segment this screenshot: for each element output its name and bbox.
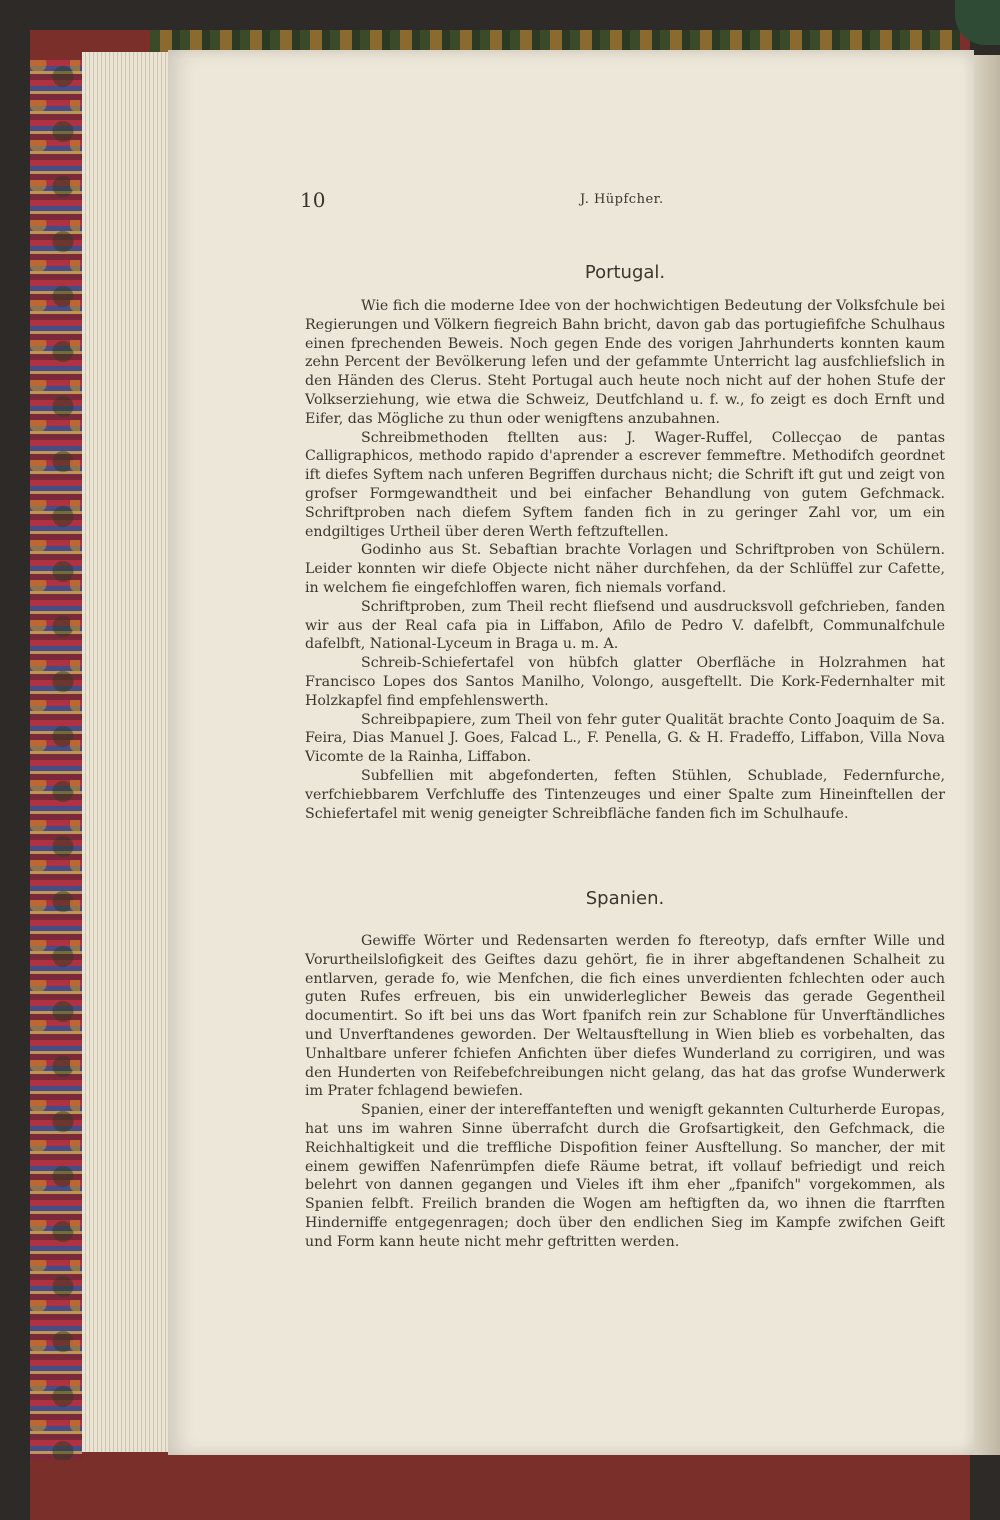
- running-head: J. Hüpfcher.: [580, 192, 664, 207]
- page-number: 10: [300, 188, 326, 212]
- paragraph: Gewiffe Wörter und Redensarten werden fo ftereotyp, dafs ernfter Wille und Vorurtheilslofigkeit des Geiftes dazu gehört, fie in ihrer abgeftandenen Schalheit zu entlarven, gerade fo, wie Menfchen, die fich eines unverdienten fchlechten oder auch guten Rufes erfreuen, bis ein unwiderleglicher Beweis das gerade Gegentheil documentirt. So ift bei uns das Wort fpanifch rein zur Schablone für Unverftändliches und Unverftandenes geworden. Der Weltausftellung in Wien blieb es vorbehalten, das Unhaltbare unferer fchiefen Anfichten über diefes Wunderland zu corrigiren, und was den Hunderten von Reifebefchreibungen nicht gelang, das hat das grofse Wunderwerk im Prater fchlagend bewiefen.: [305, 933, 945, 1100]
- paragraph: Schreibpapiere, zum Theil von fehr guter Qualität brachte Conto Joaquim de Sa. Feira, Dias Manuel J. Goes, Falcad L., F. Penella, G. & H. Fradeffo, Liffabon, Villa Nova Vicomte de la Rainha, Liffabon.: [305, 711, 945, 766]
- section-body-spanien: [305, 932, 945, 1252]
- section-heading-spanien: Spanien.: [585, 888, 665, 909]
- page-stack: [82, 52, 170, 1452]
- section-heading-portugal: Portugal.: [584, 262, 666, 283]
- paragraph: Schriftproben, zum Theil recht fliefsend und ausdrucksvoll gefchrieben, fanden wir aus der Real cafa pia in Liffabon, Afilo de Pedro V. dafelbft, Communalfchule dafelbft, National-Lyceum in Braga u. m. A.: [305, 598, 945, 653]
- top-marbled-edge: [150, 30, 960, 52]
- paragraph: Subfellien mit abgefonderten, feften Stühlen, Schublade, Federnfurche, verfchiebbarem Verfchluffe des Tintenzeuges und einer Spalte zum Hineinftellen der Schiefertafel mit wenig geneigter Schreibfläche fanden fich im Schulhaufe.: [305, 767, 945, 822]
- paragraph: Godinho aus St. Sebaftian brachte Vorlagen und Schriftproben von Schülern. Leider konnten wir diefe Objecte nicht näher durchfehen, da der Schlüffel zur Cafette, in welchem fie eingefchloffen waren, fich niemals vorfand.: [305, 542, 945, 596]
- page-header: [300, 188, 940, 214]
- marbled-edge-pattern: [30, 60, 80, 1460]
- paragraph: Schreibmethoden ftellten aus: J. Wager-Ruffel, Collecçao de pantas Calligraphicos, methodo rapido d'aprender a escrever femmeftre. Methodifch geordnet ift diefes Syftem nach unferen Begriffen durchaus nicht; die Schrift ift gut und zeigt von grofser Formgewandtheit und bei einfacher Behandlung von gutem Gefchmack. Schriftproben nach diefem Syftem fanden fich in zu geringer Zahl vor, um ein endgiltiges Urtheil über deren Werth feftzuftellen.: [305, 429, 945, 540]
- right-page-edge: [974, 55, 1000, 1455]
- paragraph: Schreib-Schiefertafel von hübfch glatter Oberfläche in Holzrahmen hat Francisco Lopes dos Santos Manilho, Volongo, ausgeftellt. Die Kork-Federnhalter mit Holzkapfel find empfehlenswerth.: [305, 655, 945, 709]
- paragraph: Wie fich die moderne Idee von der hochwichtigen Bedeutung der Volksfchule bei Regierungen und Völkern fiegreich Bahn bricht, davon gab das portugiefifche Schulhaus einen fprechenden Beweis. Noch gegen Ende des vorigen Jahrhunderts konnten kaum zehn Percent der Bevölkerung lefen und der gefammte Unterricht lag ausfchliefslich in den Händen des Clerus. Steht Portugal auch heute noch nicht auf der hohen Stufe der Volkserziehung, wie etwa die Schweiz, Deutfchland u. f. w., fo zeigt es doch Ernft und Eifer, das Mögliche zu thun oder wenigftens anzubahnen.: [305, 298, 945, 427]
- paragraph: Spanien, einer der intereffanteften und wenigft gekannten Culturherde Europas, hat uns im wahren Sinne überrafcht durch die Grofsartigkeit, den Gefchmack, die Reichhaltigkeit und die treffliche Dispofition feiner Ausftellung. So mancher, der mit einem gewiffen Nafenrümpfen diefe Räume betrat, ift vollauf befriedigt und reich belehrt von dannen gegangen und Vieles ift ihm eher „fpanifch" vorgekommen, als Spanien felbft. Freilich branden die Wogen am heftigften da, wo ihnen die ftarrften Hinderniffe entgegenragen; doch über den endlichen Sieg im Kampfe zwifchen Geift und Form kann heute nicht mehr geftritten werden.: [305, 1102, 945, 1250]
- section-body-portugal: [305, 297, 945, 823]
